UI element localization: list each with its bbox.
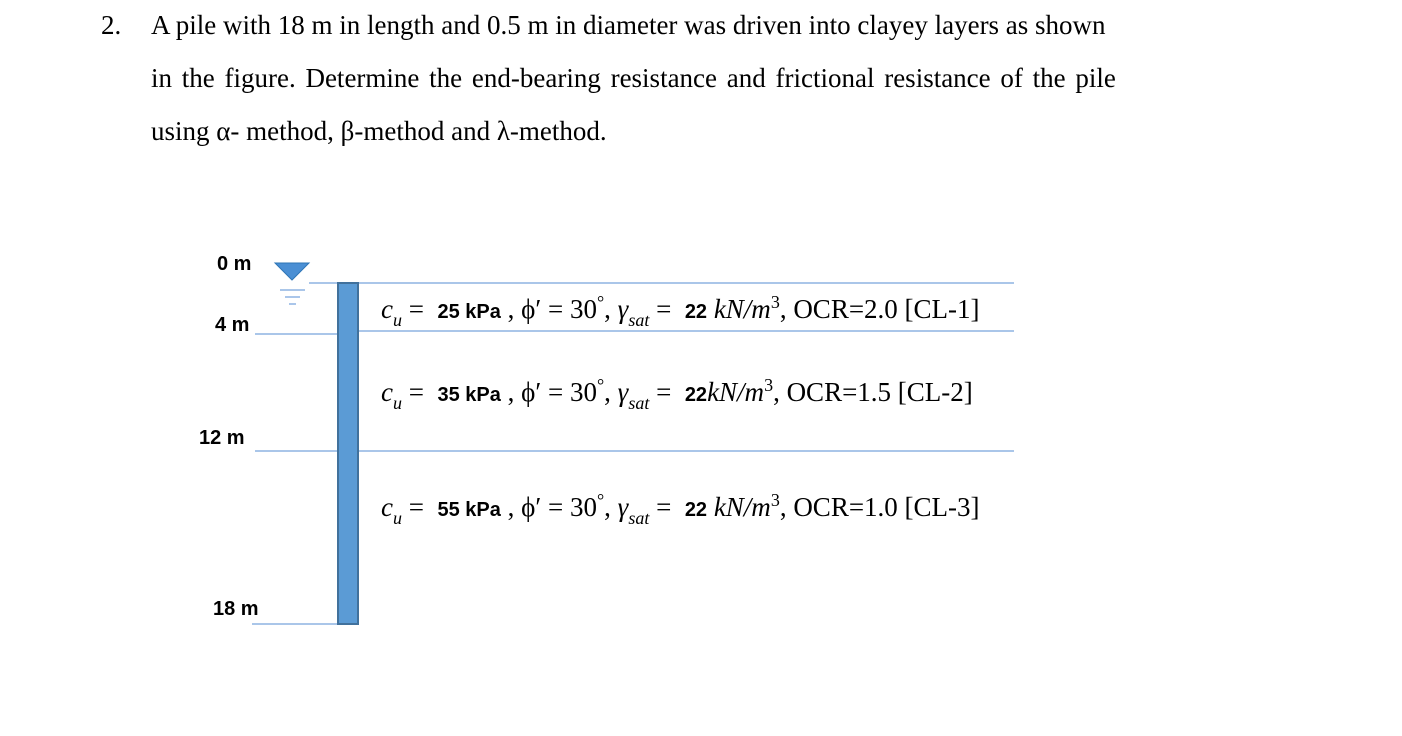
unit-weight-value: 22 [684, 384, 708, 406]
unit-superscript: 3 [764, 375, 774, 395]
ocr-label: OCR=2.0 [CL-1] [793, 294, 980, 324]
gamma-subscript: sat [628, 508, 650, 528]
degree-symbol: ° [596, 490, 605, 510]
cu-value: 25 kPa [437, 301, 501, 323]
unit-weight-value: 22 [684, 301, 708, 323]
question-number: 2. [101, 10, 122, 40]
friction-angle: ϕ′ = 30 [521, 492, 597, 522]
unit-weight-unit: kN/m [713, 492, 771, 522]
cu-value: 35 kPa [437, 384, 501, 406]
gamma-symbol: γ [617, 377, 629, 407]
cu-value: 55 kPa [437, 499, 501, 521]
question-text-line-1: A pile with 18 m in length and 0.5 m in diameter was driven into clayey layers as shown [151, 10, 1106, 40]
layer-3-properties: $c_u = 55$ kPa , ϕ′ = 30°, $\gamma_{sat} = 22$ $kN/m^3$, OCR=1.0 [CL-3] [381, 490, 980, 528]
depth-label-0m: 0 m [217, 253, 252, 275]
water-table-icon [275, 263, 309, 280]
ocr-label: OCR=1.5 [CL-2] [786, 377, 973, 407]
gamma-symbol: γ [617, 492, 629, 522]
unit-weight-unit: kN/m [707, 377, 765, 407]
unit-weight-value: 22 [684, 499, 708, 521]
friction-angle: ϕ′ = 30 [521, 294, 597, 324]
layer-2-properties: $c_u = 35$ kPa , ϕ′ = 30°, $\gamma_{sat} = 22kN/m^3$, OCR=1.5 [CL-2] [381, 375, 973, 413]
layer-1-properties: $c_u = 25$ kPa , ϕ′ = 30°, $\gamma_{sat} = 22$ $kN/m^3$, OCR=2.0 [CL-1] [381, 292, 980, 330]
friction-angle: ϕ′ = 30 [521, 377, 597, 407]
unit-weight-unit: kN/m [713, 294, 771, 324]
cu-subscript: u [392, 508, 402, 528]
unit-superscript: 3 [770, 292, 780, 312]
depth-label-18m: 18 m [213, 598, 259, 620]
gamma-subscript: sat [628, 393, 650, 413]
cu-subscript: u [392, 393, 402, 413]
cu-symbol: c [381, 294, 393, 324]
gamma-subscript: sat [628, 310, 650, 330]
cu-subscript: u [392, 310, 402, 330]
cu-symbol: c [381, 492, 393, 522]
cu-symbol: c [381, 377, 393, 407]
pile [338, 283, 358, 624]
unit-superscript: 3 [770, 490, 780, 510]
degree-symbol: ° [596, 375, 605, 395]
depth-label-12m: 12 m [199, 427, 245, 449]
question-text-line-3: using α- method, β-method and λ-method. [151, 116, 607, 146]
depth-label-4m: 4 m [215, 314, 250, 336]
degree-symbol: ° [596, 292, 605, 312]
ocr-label: OCR=1.0 [CL-3] [793, 492, 980, 522]
question-text-line-2: in the figure. Determine the end-bearing resistance and frictional resistance of the pile [151, 63, 1116, 93]
gamma-symbol: γ [617, 294, 629, 324]
